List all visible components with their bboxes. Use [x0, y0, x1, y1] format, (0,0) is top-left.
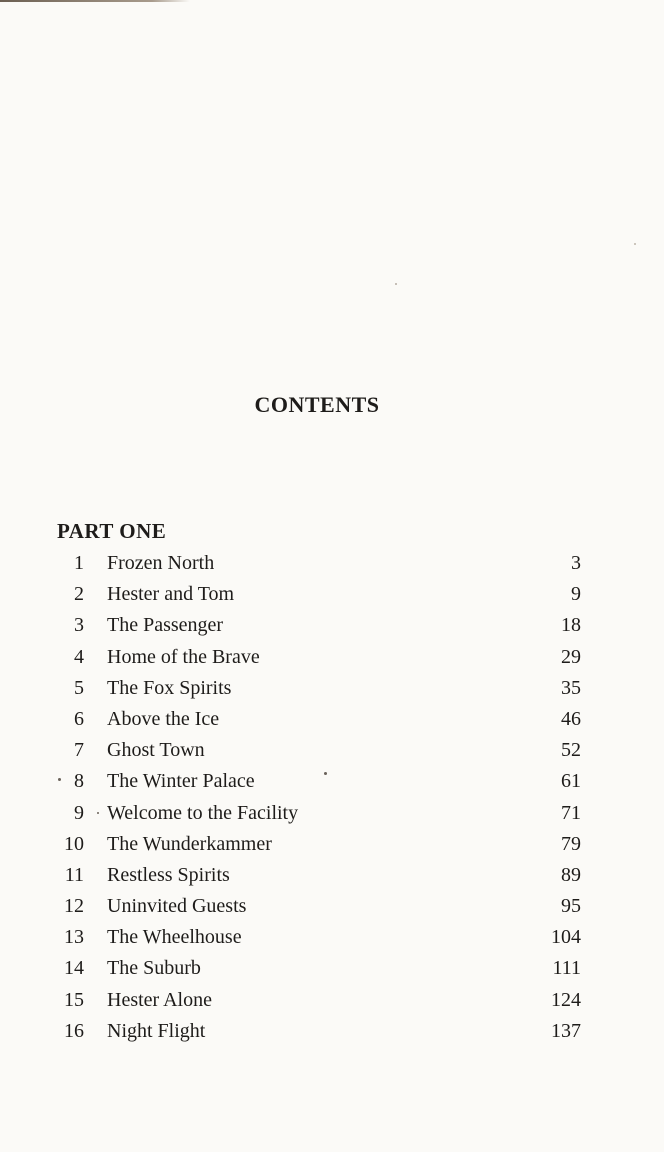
chapter-number: 15 — [64, 988, 84, 1011]
chapter-number: 8 — [74, 770, 84, 793]
chapter-title: Welcome to the Facility — [107, 801, 299, 824]
chapter-number: 7 — [74, 739, 84, 762]
chapter-title: The Winter Palace — [107, 770, 255, 793]
chapter-number: 14 — [64, 957, 84, 980]
chapter-number: 12 — [64, 895, 84, 918]
chapter-title: The Wheelhouse — [107, 926, 242, 949]
chapter-number: 2 — [74, 583, 84, 606]
chapter-title: Home of the Brave — [107, 645, 260, 668]
toc-entry — [0, 766, 664, 797]
chapter-number: 9 — [74, 801, 84, 824]
chapter-title: Restless Spirits — [107, 863, 230, 886]
chapter-page: 9 — [571, 583, 581, 606]
toc-entry — [0, 798, 664, 829]
contents-heading: CONTENTS — [254, 392, 380, 417]
chapter-page: 79 — [561, 832, 581, 855]
toc-entry — [0, 953, 664, 984]
toc-entry — [0, 673, 664, 704]
chapter-page: 71 — [561, 801, 581, 824]
chapter-page: 18 — [561, 614, 581, 637]
toc-entry — [0, 922, 664, 953]
chapter-title: The Wunderkammer — [107, 832, 272, 855]
chapter-page: 95 — [561, 895, 581, 918]
chapter-title: The Fox Spirits — [107, 676, 232, 699]
ink-speck — [634, 243, 636, 245]
chapter-page: 52 — [561, 739, 581, 762]
chapter-title: The Suburb — [107, 957, 201, 980]
chapter-number: 6 — [74, 707, 84, 730]
chapter-page: 3 — [571, 552, 581, 574]
toc-entry — [0, 829, 664, 860]
chapter-title: Hester and Tom — [107, 583, 235, 606]
chapter-page: 124 — [551, 988, 581, 1011]
ink-speck — [324, 772, 327, 775]
chapter-page: 29 — [561, 645, 581, 668]
chapter-title: The Passenger — [107, 614, 224, 637]
toc-entry — [0, 1016, 664, 1047]
chapter-page: 104 — [551, 926, 581, 949]
chapter-number: 11 — [64, 863, 84, 886]
chapter-number: 10 — [64, 832, 84, 855]
toc-entry — [0, 985, 664, 1016]
chapter-number: 5 — [74, 676, 84, 699]
chapter-title: Above the Ice — [107, 707, 220, 730]
toc-entry — [0, 860, 664, 891]
toc-entry — [0, 642, 664, 673]
toc-entry — [0, 610, 664, 641]
chapter-page: 111 — [552, 957, 581, 980]
page-edge-rule — [0, 0, 190, 2]
ink-speck — [58, 778, 61, 781]
chapter-page: 35 — [561, 676, 581, 699]
chapter-page: 137 — [551, 1019, 581, 1042]
chapter-number: 4 — [74, 645, 84, 668]
chapter-page: 61 — [561, 770, 581, 793]
chapter-number: 16 — [64, 1019, 84, 1042]
toc-list — [0, 548, 664, 1047]
chapter-page: 89 — [561, 863, 581, 886]
chapter-number: 3 — [74, 614, 84, 637]
toc-entry — [0, 735, 664, 766]
chapter-title: Uninvited Guests — [107, 895, 247, 918]
chapter-title: Night Flight — [107, 1019, 206, 1042]
toc-entry — [0, 579, 664, 610]
chapter-title: Frozen North — [107, 552, 215, 574]
chapter-number: 1 — [74, 552, 84, 574]
chapter-number: 13 — [64, 926, 84, 949]
chapter-title: Ghost Town — [107, 739, 205, 762]
toc-entry — [0, 704, 664, 735]
ink-speck — [395, 283, 397, 285]
toc-entry — [0, 891, 664, 922]
toc-entry — [0, 548, 664, 579]
part-title: PART ONE — [57, 519, 167, 543]
ink-speck — [97, 812, 99, 814]
chapter-title: Hester Alone — [107, 988, 212, 1011]
chapter-page: 46 — [561, 707, 581, 730]
